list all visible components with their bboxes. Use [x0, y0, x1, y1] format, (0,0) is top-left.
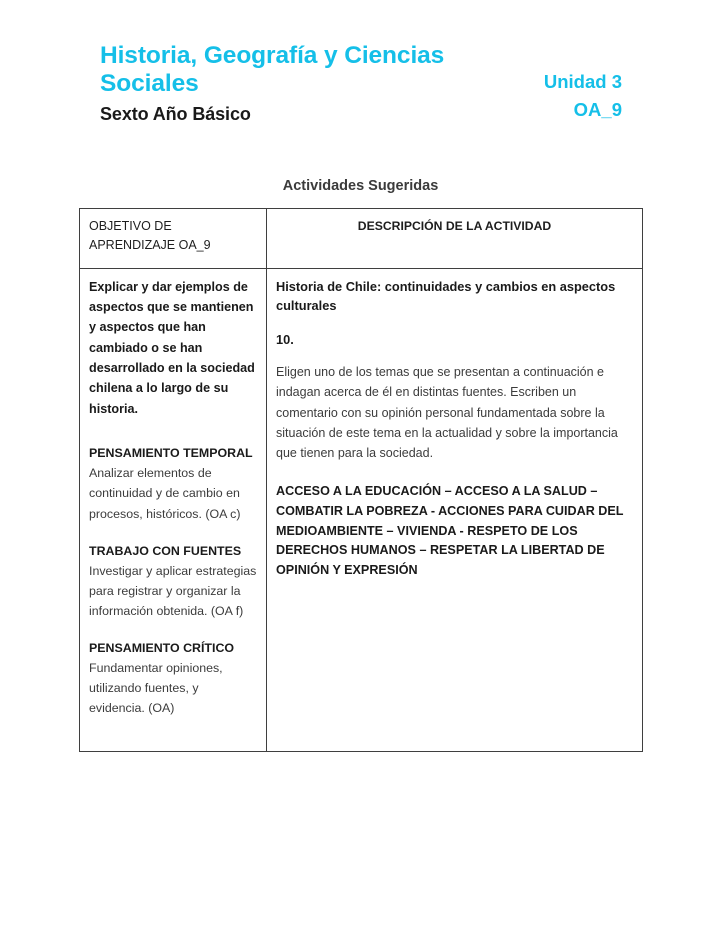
- activity-heading: Historia de Chile: continuidades y cambios en aspectos culturales: [276, 278, 616, 313]
- title-block: [100, 42, 500, 125]
- column-header-objective: OBJETIVO DE APRENDIZAJE OA_9: [80, 209, 267, 269]
- table-body: [80, 268, 643, 751]
- cell-activity-description: [267, 268, 643, 751]
- activities-table-wrapper: [79, 208, 642, 752]
- column-header-description: DESCRIPCIÓN DE LA ACTIVIDAD: [267, 209, 643, 269]
- activity-number: 10.: [276, 331, 294, 347]
- cell-objective: [80, 268, 267, 751]
- section-title: Actividades Sugeridas: [282, 178, 439, 194]
- activities-table: [79, 208, 643, 752]
- learning-objective-text: Explicar y dar ejemplos de aspectos que se mantienen y aspectos que han cambiado o se han desarrollado en la sociedad chilena a lo largo de su historia.: [89, 279, 255, 416]
- oa-code-label: OA_9: [573, 99, 622, 121]
- header-row: [100, 42, 622, 125]
- table-header: [80, 209, 643, 269]
- skill-description: Investigar y aplicar estrategias para registrar y organizar la información obtenida. (OA f): [89, 563, 257, 618]
- skill-description: Analizar elementos de continuidad y de cambio en procesos, históricos. (OA c): [89, 466, 241, 521]
- activity-topics-list: ACCESO A LA EDUCACIÓN – ACCESO A LA SALUD – COMBATIR LA POBREZA - ACCIONES PARA CUIDAR DEL MEDIOAMBIENTE – VIVIENDA - RESPETO DE LOS DERECHOS HUMANOS – RESPETAR LA LIBERTAD DE OPINIÓN Y EXPRESIÓN: [276, 484, 624, 577]
- header-meta-block: [544, 68, 622, 125]
- skill-label: PENSAMIENTO TEMPORAL: [89, 446, 253, 461]
- table-row: [80, 268, 643, 751]
- skill-pensamiento-temporal: [89, 443, 257, 523]
- page-subtitle: Sexto Año Básico: [100, 103, 251, 124]
- skill-label: TRABAJO CON FUENTES: [89, 543, 242, 558]
- table-header-row: [80, 209, 643, 269]
- skill-pensamiento-critico: [89, 638, 257, 718]
- skill-description: Fundamentar opiniones, utilizando fuentes, y evidencia. (OA): [89, 661, 223, 716]
- skill-trabajo-con-fuentes: [89, 541, 257, 621]
- unit-label: Unidad 3: [543, 71, 622, 93]
- page-title: Historia, Geografía y Ciencias Sociales: [100, 42, 445, 98]
- document-header: [100, 42, 622, 125]
- skill-label: PENSAMIENTO CRÍTICO: [89, 640, 235, 655]
- activity-instructions: Eligen uno de los temas que se presentan a continuación e indagan acerca de él en distintas fuentes. Escriben un comentario con su opinión personal fundamentada sobre la situación de este tema en la actualidad y sobre la importancia que tienen para la sociedad.: [276, 365, 618, 461]
